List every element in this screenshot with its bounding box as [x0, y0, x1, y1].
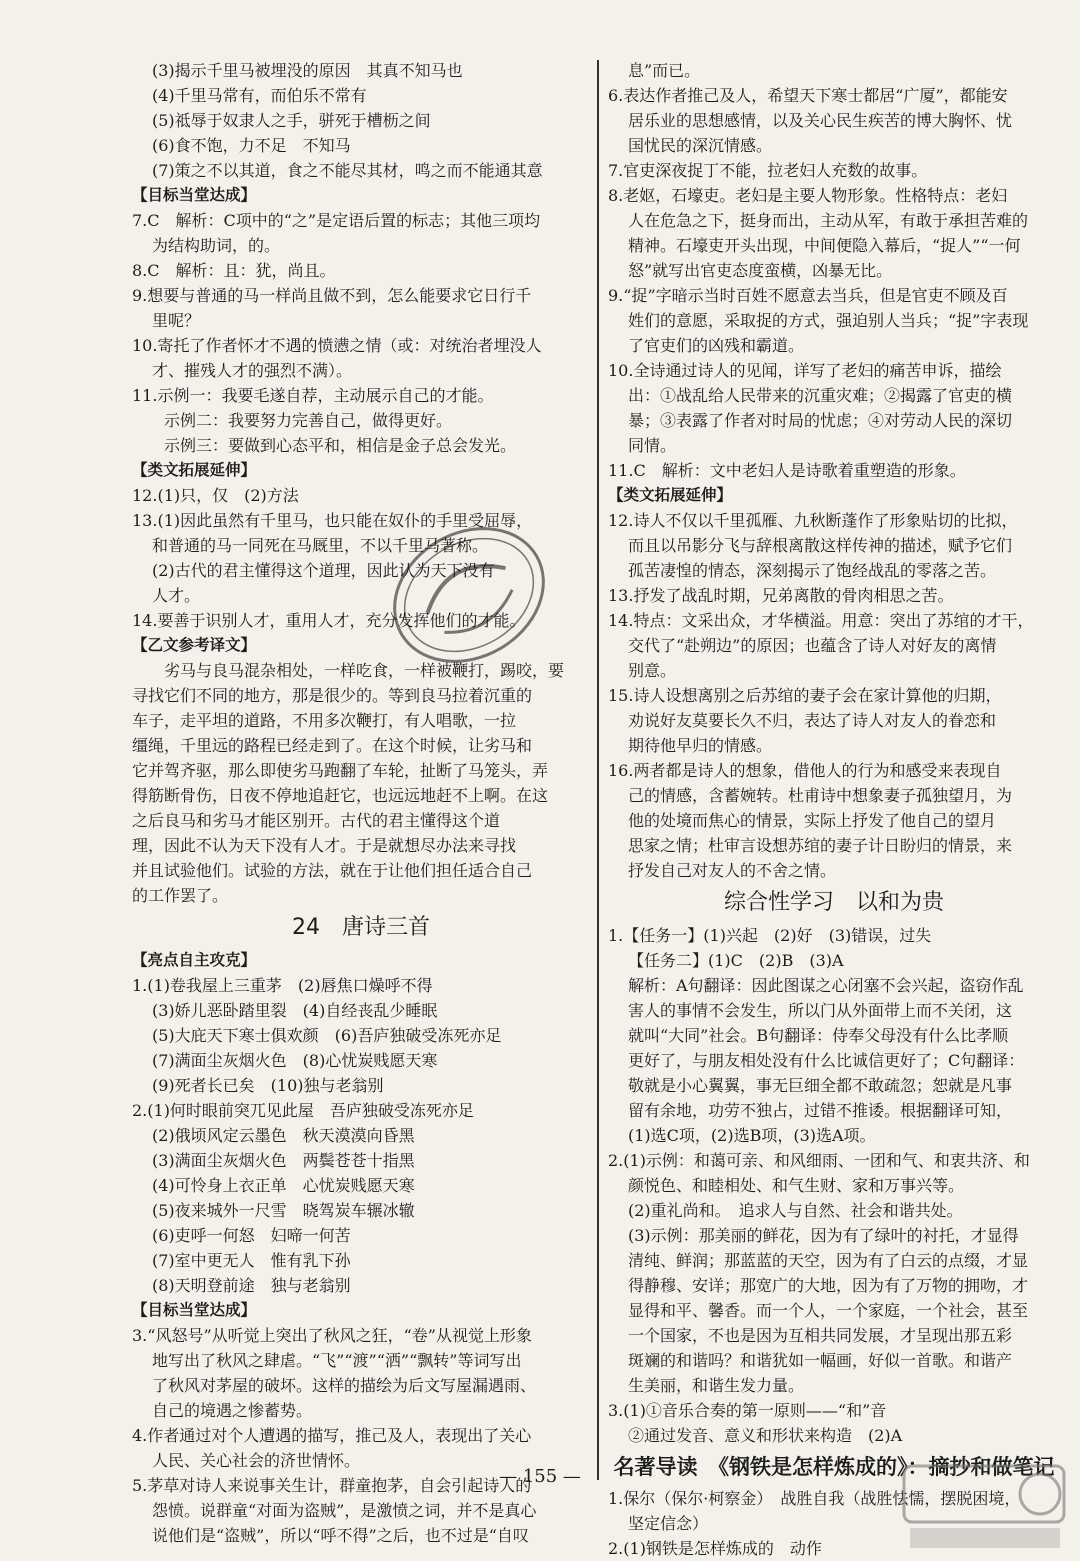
text-line: 10.全诗通过诗人的见闻，详写了老妇的痛苦申诉，描绘 [608, 361, 1002, 380]
text-line: 15.诗人设想离别之后苏绾的妻子会在家计算他的归期， [608, 686, 1002, 705]
text-line: 2.(1)示例：和蔼可亲、和风细雨、一团和气、和衷共济、和 [608, 1151, 1030, 1170]
text-line: 和普通的马一同死在马厩里，不以千里马著称。 [152, 536, 489, 555]
section-heading: 【亮点自主攻克】 [132, 951, 257, 969]
text-line: 7.C 解析：C项中的“之”是定语后置的标志；其他三项均 [132, 211, 541, 230]
text-line: 4.作者通过对个人遭遇的描写，推己及人，表现出了关心 [132, 1426, 532, 1445]
text-line: 1.(1)卷我屋上三重茅 (2)唇焦口燥呼不得 [132, 976, 433, 995]
text-line: (7)室中更无人 惟有乳下孙 [152, 1251, 351, 1270]
text-line: (4)可怜身上衣正单 心忧炭贱愿天寒 [152, 1176, 415, 1195]
text-line: 9.“捉”字暗示当时百姓不愿意去当兵，但是官吏不顾及百 [608, 286, 1008, 305]
text-line: 一个国家，不也是因为互相共同发展，才呈现出那五彩 [628, 1326, 1013, 1345]
text-line: 它并驾齐驱，那么即使劣马跑翻了车轮，扯断了马笼头，弄 [132, 761, 549, 780]
text-line: 11.示例一：我要毛遂自荐，主动展示自己的才能。 [132, 386, 494, 405]
text-line: (7)满面尘灰烟火色 (8)心忧炭贱愿天寒 [152, 1051, 438, 1070]
text-line: (3)满面尘灰烟火色 两鬓苍苍十指黑 [152, 1151, 415, 1170]
section-heading: 【类文拓展延伸】 [608, 486, 733, 504]
text-line: 才、摧残人才的强烈不满）。 [152, 361, 353, 380]
text-line: 同情。 [628, 436, 677, 455]
text-line: 思家之情；杜审言设想苏绾的妻子计日盼归的情景，来 [628, 836, 1013, 855]
text-line: 别意。 [628, 661, 677, 680]
section-title: 综合性学习 以和为贵 [723, 890, 944, 915]
text-line: 姓们的意愿，采取捉的方式，强迫别人当兵；“捉”字表现 [628, 311, 1029, 330]
left-column [132, 58, 590, 1548]
text-line: 得筋断骨伤，日夜不停地追赶它，也远远地赶不上啊。在这 [132, 786, 549, 805]
text-line: 车子，走平坦的道路，不用多次鞭打，有人唱歌，一拉 [132, 711, 517, 730]
text-line: (3)示例：那美丽的鲜花，因为有了绿叶的衬托，才显得 [628, 1226, 1019, 1245]
text-line: 国忧民的深沉情感。 [628, 136, 773, 155]
text-line: 得静穆、安详；那宽广的大地，因为有了万物的拥吻，才 [628, 1276, 1029, 1295]
text-line: 2.(1)钢铁是怎样炼成的 动作 [608, 1539, 822, 1558]
text-line: 人才。 [152, 586, 201, 605]
text-line: (9)死者长已矣 (10)独与老翁别 [152, 1076, 384, 1095]
text-line: 14.要善于识别人才，重用人才，充分发挥他们的才能。 [132, 611, 526, 630]
text-line: 2.(1)何时眼前突兀见此屋 吾庐独破受冻死亦足 [132, 1101, 474, 1120]
text-line: 清纯、鲜润；那蓝蓝的天空，因为有了白云的点缀，才显 [628, 1251, 1029, 1270]
text-line: 而且以吊影分飞与辞根离散这样传神的描述，赋予它们 [628, 536, 1013, 555]
text-line: 己的情感，含蓄婉转。杜甫诗中想象妻子孤独望月，为 [628, 786, 1013, 805]
text-line: (3)娇儿恶卧踏里裂 (4)自经丧乱少睡眠 [152, 1001, 438, 1020]
text-line: 【任务二】(1)C (2)B (3)A [628, 951, 844, 970]
text-line: 生美丽，和谐生发力量。 [628, 1376, 805, 1395]
text-line: 抒发自己对友人的不舍之情。 [628, 861, 837, 880]
section-title: 24 唐诗三首 [292, 915, 430, 940]
text-line: 解析：A句翻译：因此图谋之心闭塞不会兴起，盗窃作乱 [628, 976, 1024, 995]
text-line: 12.(1)只，仅 (2)方法 [132, 486, 299, 505]
text-line: (2)重礼尚和。 追求人与自然、社会和谐共处。 [628, 1201, 963, 1220]
text-line: (3)揭示千里马被埋没的原因 其真不知马也 [152, 61, 463, 80]
text-line: 留有余地，功劳不独占，过错不推诿。根据翻译可知， [628, 1101, 1013, 1120]
text-line: (4)千里马常有，而伯乐不常有 [152, 86, 367, 105]
text-line: 劣马与良马混杂相处，一样吃食，一样被鞭打，踢咬，要 [164, 661, 565, 680]
text-line: (2)古代的君主懂得这个道理，因此认为天下没有 [152, 561, 495, 580]
text-line: 14.特点：文采出众，才华横溢。用意：突出了苏绾的才干， [608, 611, 1034, 630]
text-line: 人在危急之下，挺身而出，主动从军，有敢于承担苦难的 [628, 211, 1029, 230]
text-line: 7.官吏深夜捉丁不能，拉老妇人充数的故事。 [608, 161, 928, 180]
text-line: (8)天明登前途 独与老翁别 [152, 1276, 351, 1295]
page-number: — 155 — [499, 1466, 581, 1487]
text-line: 人民、关心社会的济世情怀。 [152, 1451, 361, 1470]
text-line: 出：①战乱给人民带来的沉重灾难；②揭露了官吏的横 [628, 386, 1013, 405]
text-line: 息”而已。 [628, 61, 701, 80]
section-heading: 【乙文参考译文】 [132, 636, 257, 654]
text-line: 说他们是“盗贼”，所以“呼不得”之后，也不过是“自叹 [152, 1526, 529, 1545]
section-heading: 【目标当堂达成】 [132, 186, 257, 204]
text-line: (1)选C项，(2)选B项，(3)选A项。 [628, 1126, 876, 1145]
text-line: 理，因此不认为天下没有人才。于是就想尽办法来寻找 [132, 836, 517, 855]
text-line: 显得和平、馨香。而一个人，一个家庭，一个社会，甚至 [628, 1301, 1029, 1320]
text-line: 期待他早归的情感。 [628, 736, 773, 755]
text-line: 交代了“赴朔边”的原因；也蕴含了诗人对好友的离情 [628, 636, 997, 655]
text-line: 害人的事情不会发生，所以门从外面带上而不关闭，这 [628, 1001, 1013, 1020]
column-divider [597, 60, 599, 1480]
section-title: 名著导读 《钢铁是怎样炼成的》：摘抄和做笔记 [613, 1455, 1055, 1479]
text-line: (5)大庇天下寒士俱欢颜 (6)吾庐独破受冻死亦足 [152, 1026, 502, 1045]
text-line: 颜悦色、和睦相处、和气生财、家和万事兴等。 [628, 1176, 965, 1195]
text-line: 了官吏们的凶残和霸道。 [628, 336, 805, 355]
text-line: 更好了，与朋友相处没有什么比诚信更好了；C句翻译： [628, 1051, 1025, 1070]
text-line: 孤苦凄惶的情态，深刻揭示了饱经战乱的零落之苦。 [628, 561, 997, 580]
text-line: 暴；③表露了作者对时局的忧虑；④对劳动人民的深切 [628, 411, 1013, 430]
text-line: 了秋风对茅屋的破坏。这样的描绘为后文写屋漏遇雨、 [152, 1376, 537, 1395]
text-line: 斑斓的和谐吗？和谐犹如一幅画，好似一首歌。和谐产 [628, 1351, 1013, 1370]
text-line: 6.表达作者推己及人，希望天下寒士都居“广厦”，都能安 [608, 86, 1008, 105]
text-line: 3.“风怒号”从听觉上突出了秋风之狂，“卷”从视觉上形象 [132, 1326, 532, 1345]
text-line: 13.抒发了战乱时期，兄弟离散的骨肉相思之苦。 [608, 586, 954, 605]
text-line: 8.老妪，石壕吏。老妇是主要人物形象。性格特点：老妇 [608, 186, 1008, 205]
text-line: 坚定信念） [628, 1514, 709, 1533]
section-heading: 【类文拓展延伸】 [132, 461, 257, 479]
text-line: 10.寄托了作者怀才不遇的愤懑之情（或：对统治者埋没人 [132, 336, 542, 355]
text-line: 示例二：我要努力完善自己，做得更好。 [164, 411, 453, 430]
text-line: 敬就是小心翼翼，事无巨细全都不敢疏忽；恕就是凡事 [628, 1076, 1013, 1095]
text-line: (2)俄顷风定云墨色 秋天漠漠向昏黑 [152, 1126, 415, 1145]
text-line: 怨愤。说群童“对面为盗贼”，是激愤之词，并不是真心 [152, 1501, 537, 1520]
text-line: 他的处境而焦心的情景，实际上抒发了他自己的望月 [628, 811, 997, 830]
text-line: 就叫“大同”社会。B句翻译：侍奉父母没有什么比孝顺 [628, 1026, 1009, 1045]
text-line: 为结构助词，的。 [152, 236, 281, 255]
text-line: 示例三：要做到心态平和，相信是金子总会发光。 [164, 436, 517, 455]
text-line: 自己的境遇之惨蓄势。 [152, 1401, 313, 1420]
text-line: 并且试验他们。试验的方法，就在于让他们担任适合自己 [132, 861, 533, 880]
text-line: 精神。石壕吏开头出现，中间便隐入幕后，“捉人”“一何 [628, 236, 1021, 255]
text-line: 9.想要与普通的马一样尚且做不到，怎么能要求它日行千 [132, 286, 532, 305]
text-line: 5.茅草对诗人来说事关生计，群童抱茅，自会引起诗人的 [132, 1476, 532, 1495]
text-line: 13.(1)因此虽然有千里马，也只能在奴仆的手里受屈辱， [132, 511, 533, 530]
text-line: (5)夜来城外一尺雪 晓驾炭车辗冰辙 [152, 1201, 415, 1220]
text-line: 12.诗人不仅以千里孤雁、九秋断蓬作了形象贴切的比拟， [608, 511, 1018, 530]
text-line: 8.C 解析：且：犹，尚且。 [132, 261, 336, 280]
text-line: 怒”就写出官吏态度蛮横，凶暴无比。 [628, 261, 893, 280]
text-line: (7)策之不以其道，食之不能尽其材，鸣之而不能通其意 [152, 161, 543, 180]
text-line: 1.保尔（保尔·柯察金） 战胜自我（战胜怯懦，摆脱困境， [608, 1489, 1021, 1508]
text-line: 里呢？ [152, 311, 201, 330]
text-line: 缰绳，千里远的路程已经走到了。在这个时候，让劣马和 [132, 736, 533, 755]
right-column [608, 58, 1060, 1561]
text-line: 1.【任务一】(1)兴起 (2)好 (3)错误，过失 [608, 926, 932, 945]
text-line: 居乐业的思想感情，以及关心民生疾苦的博大胸怀、忧 [628, 111, 1013, 130]
text-line: (5)祗辱于奴隶人之手，骈死于槽枥之间 [152, 111, 431, 130]
text-line: 劝说好友莫要长久不归，表达了诗人对友人的眷恋和 [628, 711, 997, 730]
text-line: 11.C 解析：文中老妇人是诗歌着重塑造的形象。 [608, 461, 966, 480]
text-line: ②通过发音、意义和形状来构造 (2)A [628, 1426, 903, 1445]
text-line: (6)吏呼一何怒 妇啼一何苦 [152, 1226, 351, 1245]
text-line: 3.(1)①音乐合奏的第一原则——“和”音 [608, 1401, 887, 1420]
text-line: 之后良马和劣马才能区别开。古代的君主懂得这个道 [132, 811, 501, 830]
section-heading: 【目标当堂达成】 [132, 1301, 257, 1319]
text-line: 地写出了秋风之肆虐。“飞”“渡”“洒”“飘转”等词写出 [152, 1351, 522, 1370]
text-line: (6)食不饱，力不足 不知马 [152, 136, 351, 155]
text-line: 寻找它们不同的地方，那是很少的。等到良马拉着沉重的 [132, 686, 533, 705]
text-line: 16.两者都是诗人的想象，借他人的行为和感受来表现自 [608, 761, 1002, 780]
text-line: 的工作罢了。 [132, 886, 229, 905]
